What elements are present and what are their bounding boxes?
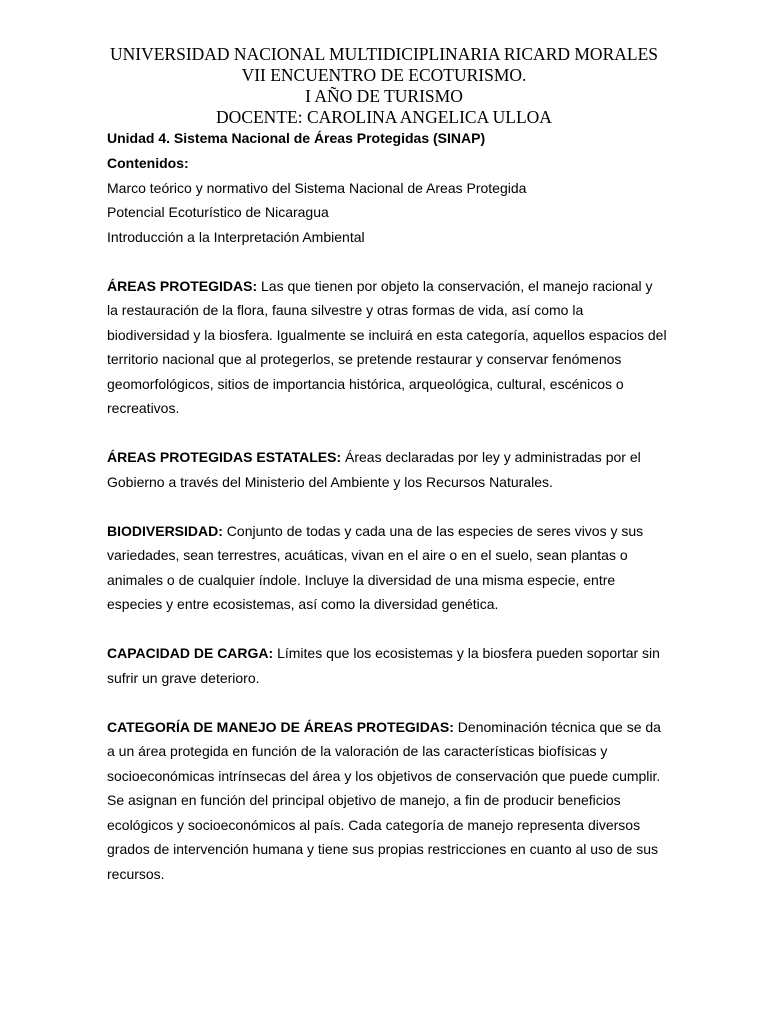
spacer: [107, 249, 667, 274]
header-event: VII ENCUENTRO DE ECOTURISMO.: [241, 65, 527, 85]
document-body: [107, 129, 667, 886]
definition-text: Denominación técnica que se da a un área protegida en función de la valoración de las características biofísicas y socioeconómicas intrínsecas del área y los objetivos de conservación que puede cumplir. Se asignan en función del principal objetivo de manejo, a fin de producir beneficios ecológicos y socioeconómicos al país. Cada categoría de manejo representa diversos grados de intervención humana y tiene sus propias restricciones en cuanto al uso de sus recursos.: [107, 718, 661, 882]
header-teacher: DOCENTE: CAROLINA ANGELICA ULLOA: [216, 107, 552, 127]
definition-text: Límites que los ecosistemas y la biosfera pueden soportar sin sufrir un grave deterioro.: [107, 645, 660, 686]
definition-text: Conjunto de todas y cada una de las especies de seres vivos y sus variedades, sean terrestres, acuáticas, vivan en el aire o en el suelo, sean plantas o animales o de cualquier índole. Incluye la diversidad de una misma especie, entre especies y entre ecosistemas, así como la diversidad genética.: [107, 522, 644, 612]
contents-item: Introducción a la Interpretación Ambiental: [107, 228, 365, 245]
definition-text: Áreas declaradas por ley y administradas por el Gobierno a través del Ministerio del Ambiente y los Recursos Naturales.: [107, 449, 641, 490]
definition-term: BIODIVERSIDAD:: [107, 522, 223, 539]
definition-term: CAPACIDAD DE CARGA:: [107, 645, 274, 661]
spacer: [107, 421, 667, 446]
contents-title: Contenidos:: [107, 155, 189, 171]
definition-capacidad-de-carga: [107, 641, 667, 690]
spacer: [107, 690, 667, 715]
definition-categoria-de-manejo: [107, 715, 667, 887]
contents-item: Marco teórico y normativo del Sistema Nacional de Areas Protegida: [107, 179, 527, 196]
definition-areas-protegidas: [107, 274, 667, 421]
definition-areas-protegidas-estatales: [107, 445, 667, 494]
document-header: [0, 44, 768, 128]
definition-term: ÁREAS PROTEGIDAS:: [107, 277, 258, 294]
unit-title: Unidad 4. Sistema Nacional de Áreas Protegidas (SINAP): [107, 130, 486, 146]
contents-item: Potencial Ecoturístico de Nicaragua: [107, 204, 329, 220]
definition-text: Las que tienen por objeto la conservación, el manejo racional y la restauración de la flora, fauna silvestre y otras formas de vida, así como la biodiversidad y la biosfera. Igualmente se incluirá en esta categoría, aquellos espacios del territorio nacional que al protegerlos, se pretende restaurar y conservar fenómenos geomorfológicos, sitios de importancia histórica, arqueológica, cultural, escénicos o recreativos.: [107, 277, 667, 416]
header-year: I AÑO DE TURISMO: [305, 86, 463, 106]
header-university: UNIVERSIDAD NACIONAL MULTIDICIPLINARIA RICARD MORALES: [109, 44, 658, 64]
definition-term: ÁREAS PROTEGIDAS ESTATALES:: [107, 449, 342, 465]
spacer: [107, 617, 667, 642]
definition-biodiversidad: [107, 519, 667, 617]
spacer: [107, 494, 667, 519]
definition-term: CATEGORÍA DE MANEJO DE ÁREAS PROTEGIDAS:: [107, 718, 454, 735]
